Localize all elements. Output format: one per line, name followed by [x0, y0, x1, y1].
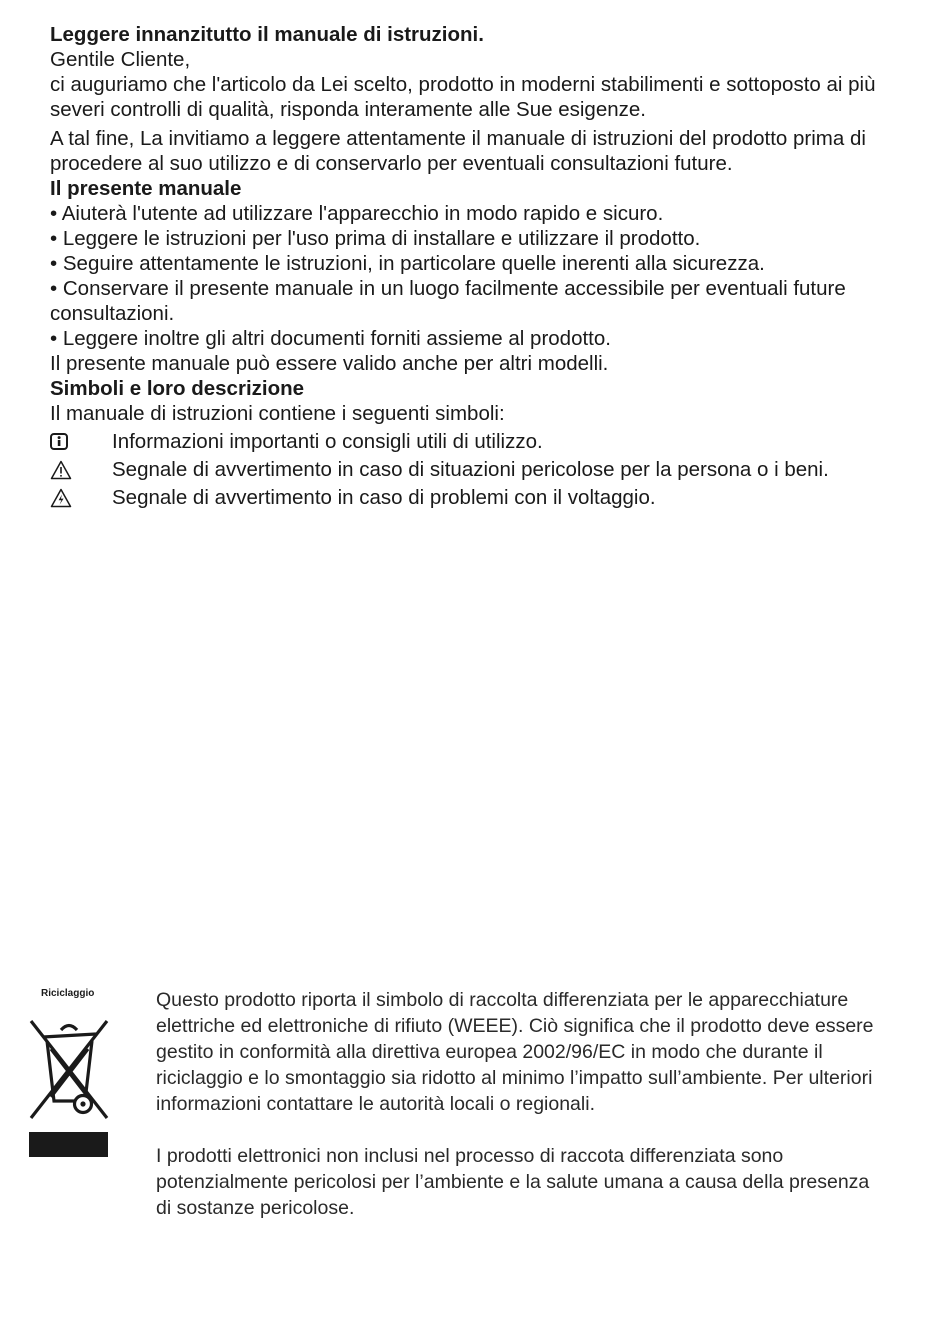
symbol-description: Segnale di avvertimento in caso di problemi con il voltaggio.: [112, 486, 656, 509]
voltage-warning-icon: [50, 485, 112, 510]
symbols-intro: Il manuale di istruzioni contiene i seguenti simboli:: [50, 402, 505, 425]
symbol-description: Informazioni importanti o consigli utili di utilizzo.: [112, 430, 543, 453]
symbol-row-voltage: [50, 485, 910, 510]
manual-bullet: • Leggere le istruzioni per l'uso prima di installare e utilizzare il prodotto.: [50, 227, 701, 250]
crossed-out-bin-icon: [28, 1018, 110, 1128]
symbols-heading: Simboli e loro descrizione: [50, 377, 305, 400]
recycling-label: Riciclaggio: [41, 988, 95, 999]
recycling-paragraph-1: Questo prodotto riporta il simbolo di raccolta differenziata per le apparecchiature elettriche ed elettroniche di rifiuto (WEEE). Ciò significa che il prodotto deve essere gestito in conformità alla direttiva europea 2002/96/EC in modo che durante il riciclaggio e lo smontaggio sia ridotto al minimo l’impatto sull’ambiente. Per ulteriori informazioni contattare le autorità locali o regionali.: [156, 989, 874, 1115]
symbol-row-info: [50, 429, 910, 454]
intro-heading: Leggere innanzitutto il manuale di istruzioni.: [50, 23, 484, 46]
manual-intro-content: [50, 22, 910, 510]
intro-paragraph-2: A tal fine, La invitiamo a leggere attentamente il manuale di istruzioni del prodotto prima di procedere al suo utilizzo e di conservarlo per eventuali consultazioni future.: [50, 127, 866, 175]
symbol-description: Segnale di avvertimento in caso di situazioni pericolose per la persona o i beni.: [112, 458, 829, 481]
recycling-paragraph-2: I prodotti elettronici non inclusi nel processo di raccota differenziata sono potenzialmente pericolosi per l’ambiente e la salute umana a causa della presenza di sostanze pericolose.: [156, 1145, 870, 1219]
warning-icon: [50, 457, 112, 482]
intro-paragraph-1: ci auguriamo che l'articolo da Lei scelto, prodotto in moderni stabilimenti e sottoposto ai più severi controlli di qualità, risponda interamente alle Sue esigenze.: [50, 73, 876, 121]
manual-note: Il presente manuale può essere valido anche per altri modelli.: [50, 352, 609, 375]
weee-black-bar: [29, 1132, 108, 1157]
manual-bullet: • Conservare il presente manuale in un luogo facilmente accessibile per eventuali future consultazioni.: [50, 277, 846, 325]
manual-bullet: • Aiuterà l'utente ad utilizzare l'apparecchio in modo rapido e sicuro.: [50, 202, 664, 225]
greeting: Gentile Cliente,: [50, 48, 191, 71]
symbol-row-warning: [50, 457, 910, 482]
manual-bullet: • Seguire attentamente le istruzioni, in particolare quelle inerenti alla sicurezza.: [50, 252, 765, 275]
recycling-information: [156, 987, 876, 1221]
manual-heading: Il presente manuale: [50, 177, 242, 200]
manual-bullet: • Leggere inoltre gli altri documenti forniti assieme al prodotto.: [50, 327, 611, 350]
info-icon: [50, 429, 112, 454]
